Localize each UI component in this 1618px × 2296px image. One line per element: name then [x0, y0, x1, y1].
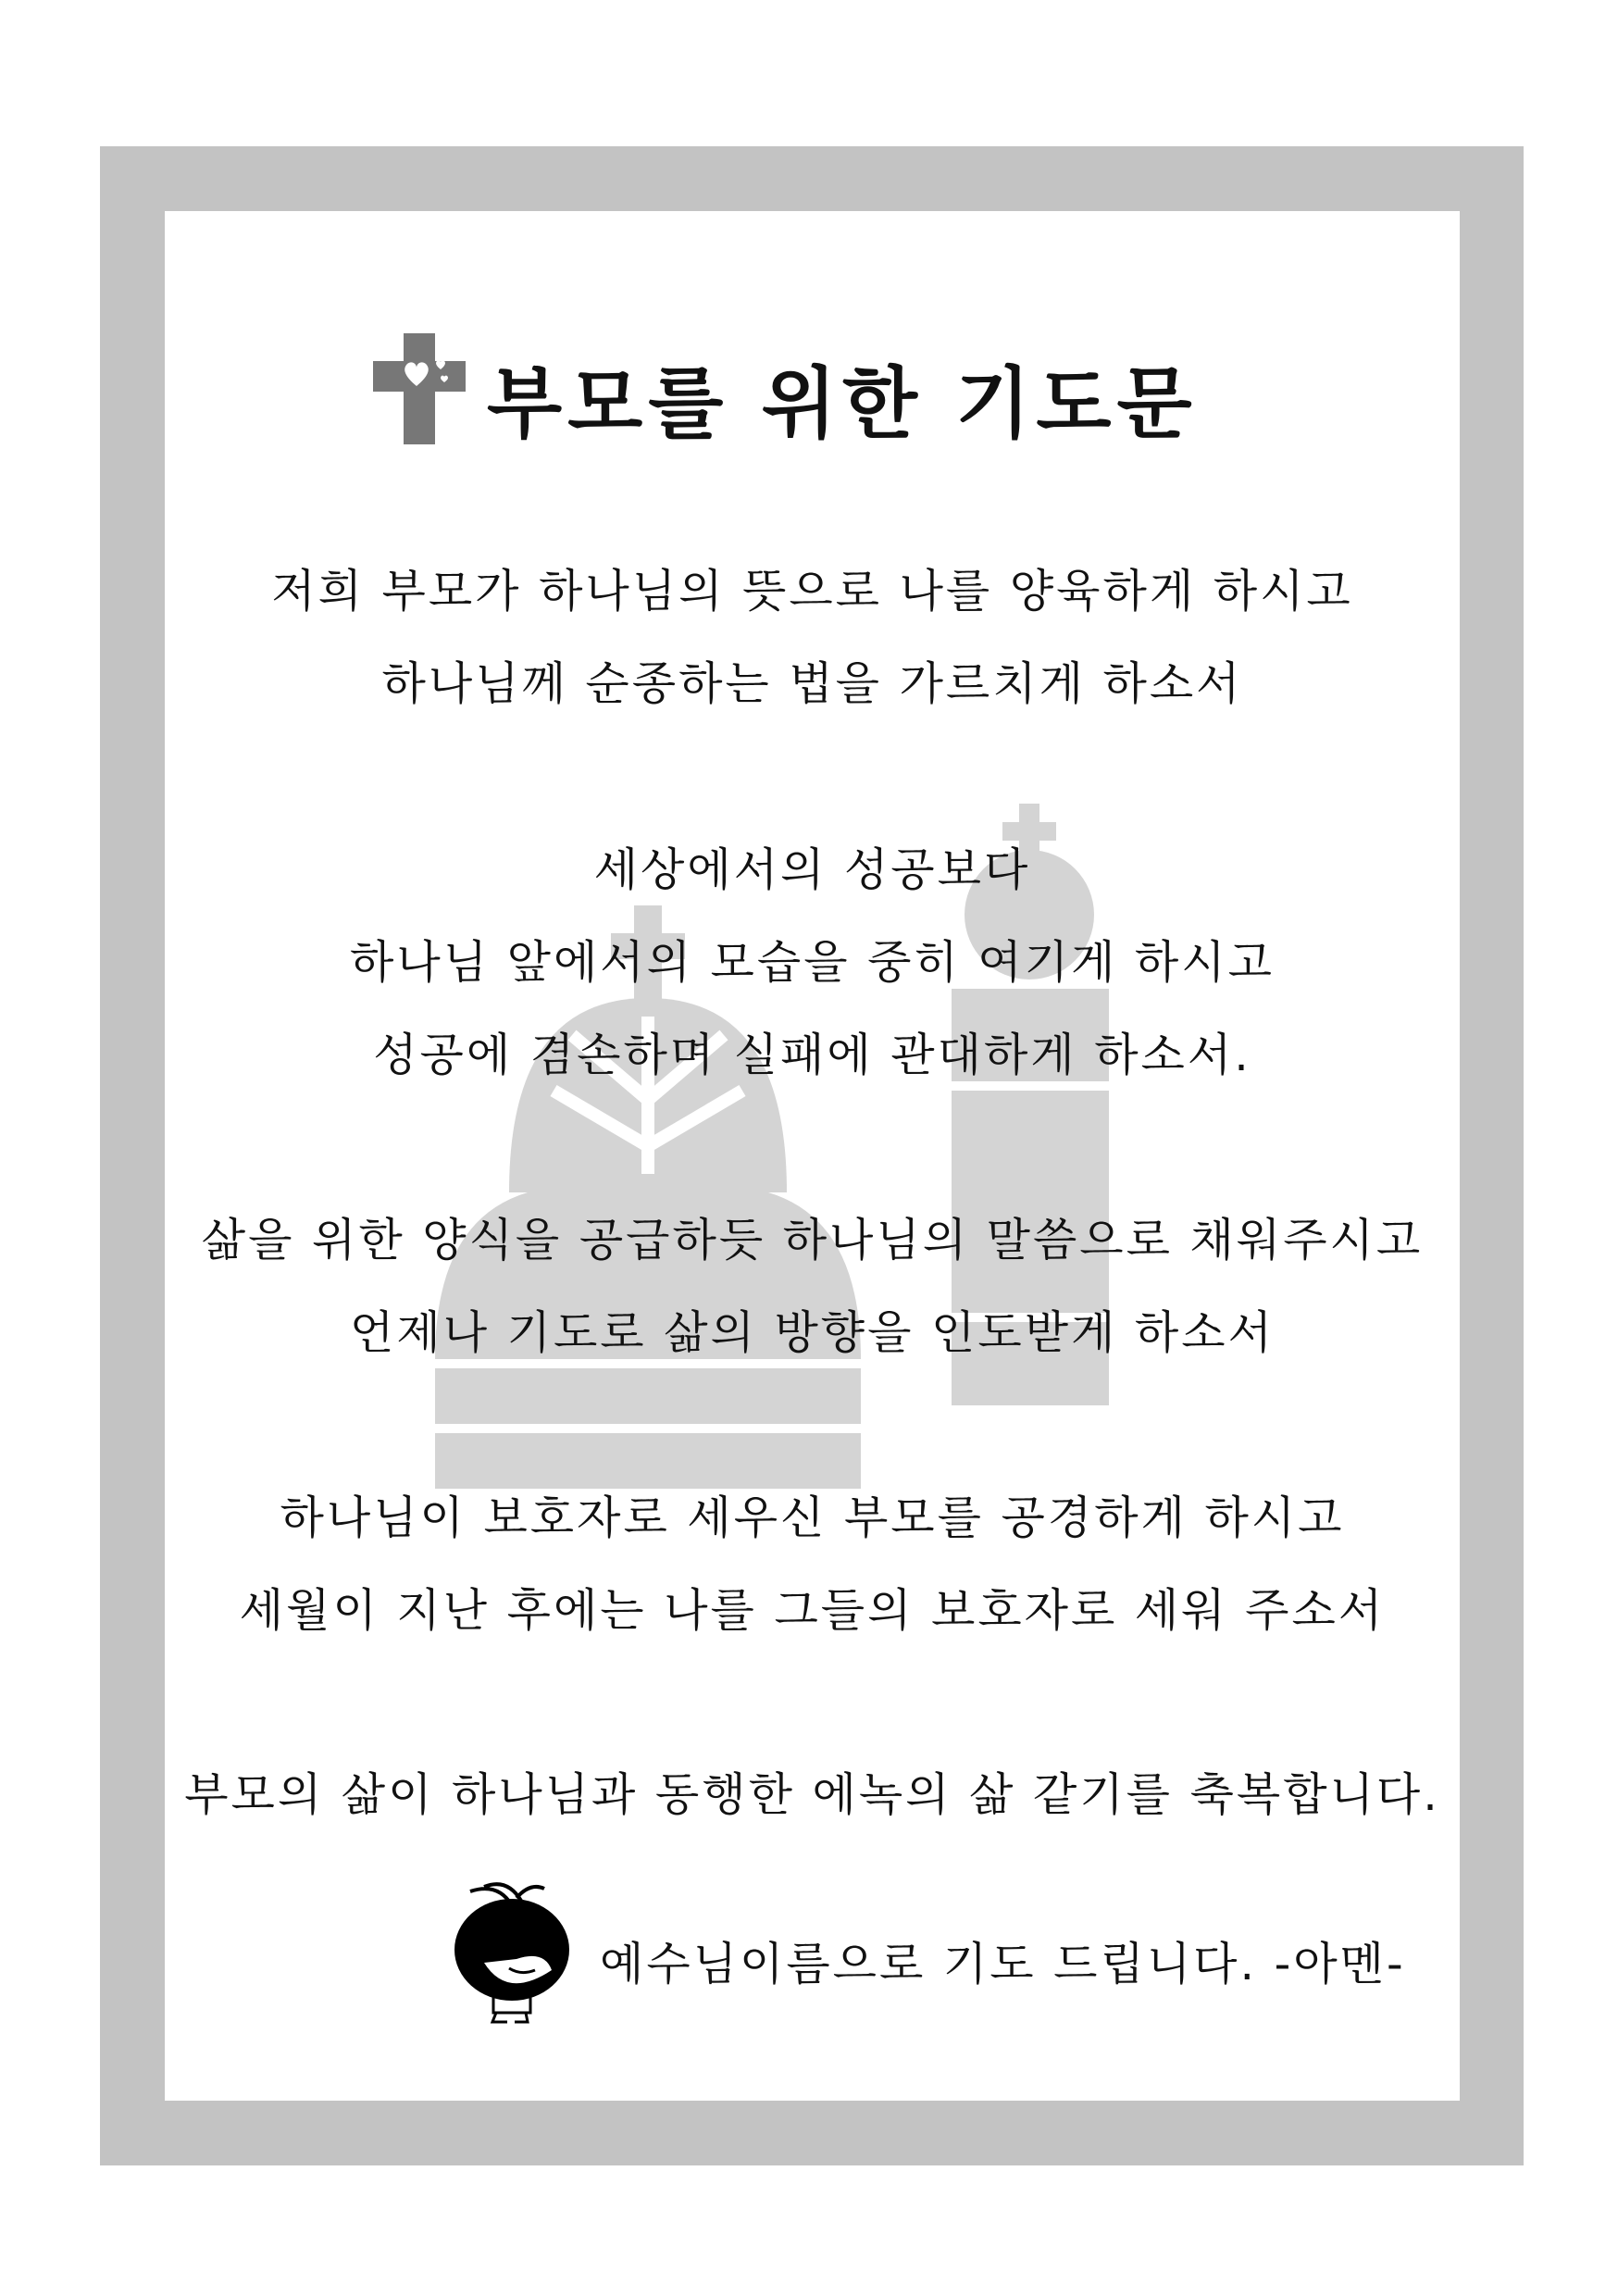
- prayer-line: 세상에서의 성공보다: [593, 843, 1031, 896]
- prayer-card: [165, 211, 1460, 2101]
- prayer-line: 삶을 위한 양식을 공급하듯 하나님의 말씀으로 채워주시고: [201, 1214, 1424, 1267]
- page-title: 부모를 위한 기도문: [487, 358, 1198, 449]
- signature-row: [165, 1878, 1460, 2026]
- prayer-line: 저희 부모가 하나님의 뜻으로 나를 양육하게 하시고: [271, 565, 1353, 618]
- blessing-line: 부모의 삶이 하나님과 동행한 에녹의 삶 같기를 축복합니다.: [184, 1768, 1440, 1821]
- title-row: [165, 329, 1460, 449]
- prayer-line: 하나님 앞에서의 모습을 중히 여기게 하시고: [350, 936, 1275, 989]
- prayer-line: 성공에 겸손하며 실패에 관대하게 하소서.: [373, 1029, 1251, 1081]
- prayer-line: 언제나 기도로 삶의 방향을 인도받게 하소서: [350, 1306, 1275, 1359]
- closing-line: 예수님이름으로 기도 드립니다. -아멘-: [600, 1938, 1406, 1990]
- prayer-line: 하나님이 보호자로 세우신 부모를 공경하게 하시고: [280, 1491, 1345, 1544]
- cross-heart-icon: [368, 329, 470, 449]
- prayer-line: 세월이 지난 후에는 나를 그들의 보호자로 세워 주소서: [239, 1584, 1386, 1637]
- boy-character-icon: [442, 1878, 581, 2026]
- prayer-line: 하나님께 순종하는 법을 가르치게 하소서: [381, 657, 1243, 710]
